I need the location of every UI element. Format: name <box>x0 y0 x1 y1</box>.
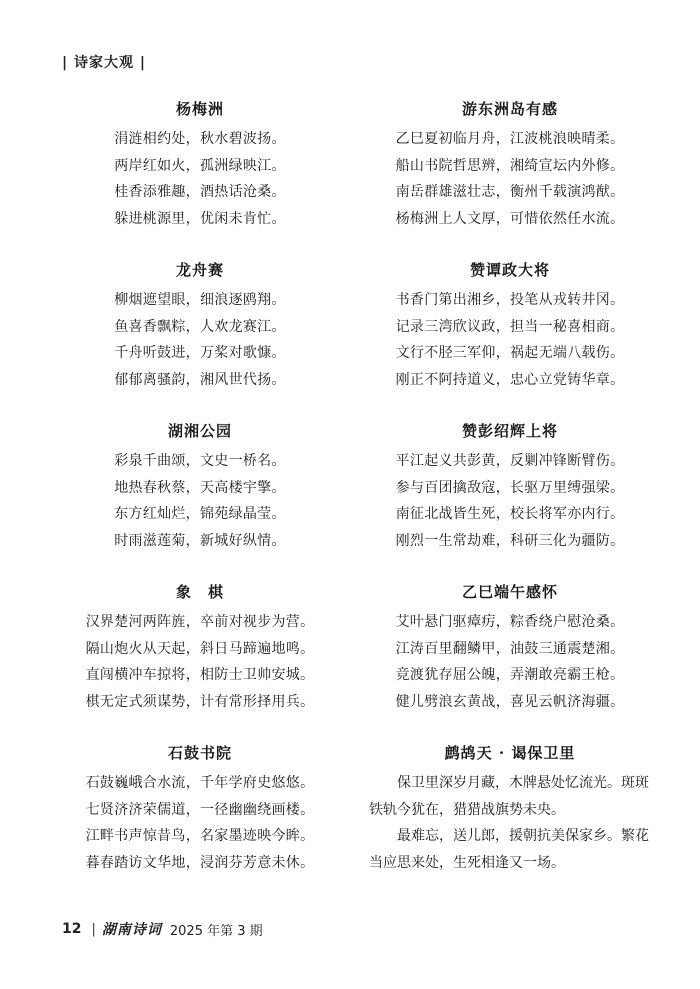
poem-line: 暮春踏访文华地，浸润芬芳意未休。 <box>85 854 315 871</box>
poem-paragraph: 最难忘，送儿郎，援朝抗美保家乡。繁花当应思来处，生死相逢又一场。 <box>369 828 649 871</box>
poem-line: 隔山炮火从天起，斜日马蹄遍地鸣。 <box>85 640 315 657</box>
poem-title: 赞彭绍辉上将 <box>461 422 558 440</box>
poem <box>55 740 345 901</box>
poem-line: 地热春秋蔡，天高楼宇擎。 <box>114 479 286 496</box>
poem-title: 赞谭政大将 <box>469 261 550 279</box>
poem-line: 躲进桃源里，优闲未肯忙。 <box>114 210 286 227</box>
poem-line: 直闯横冲车掠将，相防士卫帅安城。 <box>85 667 315 683</box>
poem <box>55 96 345 257</box>
prose-poem <box>365 740 655 901</box>
poem-line: 千舟听鼓进，万桨对歌慷。 <box>114 345 286 361</box>
poem-line: 南征北战皆生死，校长将军亦内行。 <box>395 506 625 522</box>
poem-line: 棋无定式须谋势，计有常形择用兵。 <box>85 693 315 710</box>
page-footer <box>62 919 263 939</box>
poem-title: 石鼓书院 <box>167 744 232 762</box>
poem-line: 两岸红如火，孤洲绿映江。 <box>114 157 286 174</box>
poem-line: 彩泉千曲颂，文史一桥名。 <box>114 453 286 469</box>
poem-line: 乙巳夏初临月舟，江波桃浪映晴柔。 <box>395 131 625 147</box>
poem-line: 时雨滋莲菊，新城好纵情。 <box>114 532 286 549</box>
poem-title: 湖湘公园 <box>167 422 232 440</box>
poem <box>55 257 345 418</box>
poem-line: 南岳群雄滋壮志，衡州千载演鸿猷。 <box>395 184 625 200</box>
poem-line: 刚正不阿持道义，忠心立党铸华章。 <box>395 371 625 388</box>
poem-line: 桂香添雅趣，酒热话沧桑。 <box>114 184 286 200</box>
poem-line: 刚烈一生常劫难，科研三化为疆防。 <box>395 532 625 549</box>
poem <box>365 257 655 418</box>
poem-line: 汉界楚河两阵旌，卒前对视步为营。 <box>85 614 315 630</box>
poem <box>55 418 345 579</box>
poem-line: 参与百团擒敌寇，长驱万里缚强梁。 <box>395 479 625 496</box>
poem-title: 游东洲岛有感 <box>461 100 558 118</box>
poem-line: 艾叶悬门驱瘴疠，粽香绕户慰沧桑。 <box>395 614 625 630</box>
magazine-name: 湖南诗词 <box>101 922 162 938</box>
poem-line: 涓涟相约处，秋水碧波扬。 <box>114 131 286 147</box>
poem <box>365 418 655 579</box>
poem-line: 健儿劈浪玄黄战，喜见云帆济海疆。 <box>395 693 625 710</box>
poem-line: 竞渡犹存屈公魄，弄潮敢亮霸王枪。 <box>395 667 625 683</box>
poem-line: 书香门第出湘乡，投笔从戎转井冈。 <box>395 292 625 308</box>
poem-line: 平江起义共彭黄，反剿冲锋断臂伤。 <box>395 453 625 469</box>
poem <box>365 96 655 257</box>
poem <box>365 579 655 740</box>
poem-title: 龙舟赛 <box>175 261 224 279</box>
poem-paragraph: 保卫里深岁月藏，木牌悬处忆流光。斑斑铁轨今犹在，猎猎战旗势未央。 <box>369 775 649 818</box>
poem-title: 象 棋 <box>175 583 224 601</box>
poem-line: 鱼喜香飘粽，人欢龙赛江。 <box>114 318 286 335</box>
right-column <box>365 96 655 901</box>
poem <box>55 579 345 740</box>
poem-title: 鹧鸪天 · 谒保卫里 <box>444 744 576 762</box>
poem-line: 石鼓巍峨合水流，千年学府史悠悠。 <box>85 775 315 791</box>
left-column <box>55 96 345 901</box>
poem-title: 乙巳端午感怀 <box>461 583 558 601</box>
section-header: | 诗家大观 | <box>62 55 146 71</box>
poem-line: 七贤济济荣儒道，一径幽幽绕画楼。 <box>85 801 315 818</box>
poem-line: 江畔书声惊昔鸟，名家墨迹映今眸。 <box>85 828 315 844</box>
issue-label: 2025 年第 3 期 <box>169 923 263 939</box>
page-number: 12 <box>62 921 82 937</box>
poem-line: 记录三湾欣议政，担当一秘喜相商。 <box>395 318 625 335</box>
poem-line: 郁郁离骚韵，湘风世代扬。 <box>114 371 286 388</box>
poem-title: 杨梅洲 <box>175 100 224 118</box>
poem-line: 江涛百里翻鳞甲，油鼓三通震楚湘。 <box>395 640 625 657</box>
poem-line: 杨梅洲上人文厚，可惜依然任水流。 <box>395 210 625 227</box>
poem-line: 柳烟遮望眼，细浪逐鸥翔。 <box>114 292 286 308</box>
poem-line: 东方红灿烂，锦苑绿晶莹。 <box>114 506 286 522</box>
poem-line: 文行不胫三军仰，祸起无端八载伤。 <box>395 345 625 361</box>
footer-separator: | <box>91 921 96 937</box>
poem-line: 船山书院哲思辨，湘绮宣坛内外修。 <box>395 157 625 174</box>
